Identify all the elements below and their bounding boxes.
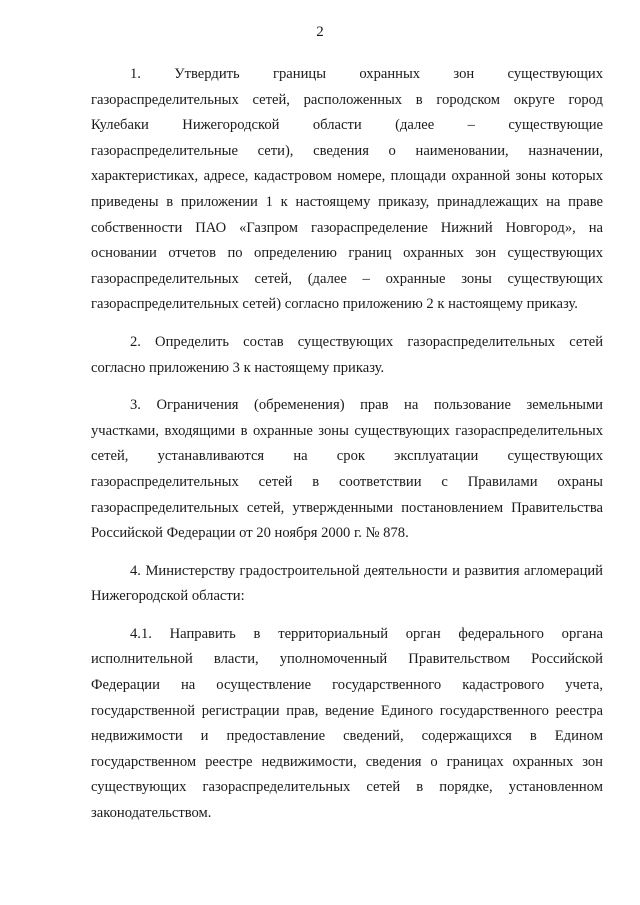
- paragraph-2: 2. Определить состав существующих газораспределительных сетей согласно приложению 3 к настоящему приказу.: [91, 333, 603, 376]
- paragraph-4: 4. Министерству градостроительной деятельности и развития агломераций Нижегородской области:: [91, 562, 603, 605]
- document-body: [91, 62, 603, 839]
- paragraph-3: 3. Ограничения (обременения) прав на пользование земельными участками, входящими в охранные зоны существующих газораспределительных сетей, устанавливаются на срок эксплуатации существующих газораспределительных сетей в соответствии с Правилами охраны газораспределительных сетей, утвержденными постановлением Правительства Российской Федерации от 20 ноября 2000 г. № 878.: [91, 397, 603, 542]
- paragraph-1: 1. Утвердить границы охранных зон существующих газораспределительных сетей, расположенных в городском округе город Кулебаки Нижегородской области (далее – существующие газораспределительные сети), сведения о наименовании, назначении, характеристиках, адресе, кадастровом номере, площади охранной зоны которых приведены в приложении 1 к настоящему приказу, принадлежащих на праве собственности ПАО «Газпром газораспределение Нижний Новгород», на основании отчетов по определению границ охранных зон существующих газораспределительных сетей, (далее – охранные зоны существующих газораспределительных сетей) согласно приложению 2 к настоящему приказу.: [91, 66, 603, 313]
- paragraph-4-1: 4.1. Направить в территориальный орган федерального органа исполнительной власти, уполномоченный Правительством Российской Федерации на осуществление государственного кадастрового учета, государственной регистрации прав, ведение Единого государственного реестра недвижимости и предоставление сведений, содержащихся в Едином государственном реестре недвижимости, сведения о границах охранных зон существующих газораспределительных сетей в порядке, установленном законодательством.: [91, 625, 603, 822]
- page-number: 2: [316, 24, 324, 40]
